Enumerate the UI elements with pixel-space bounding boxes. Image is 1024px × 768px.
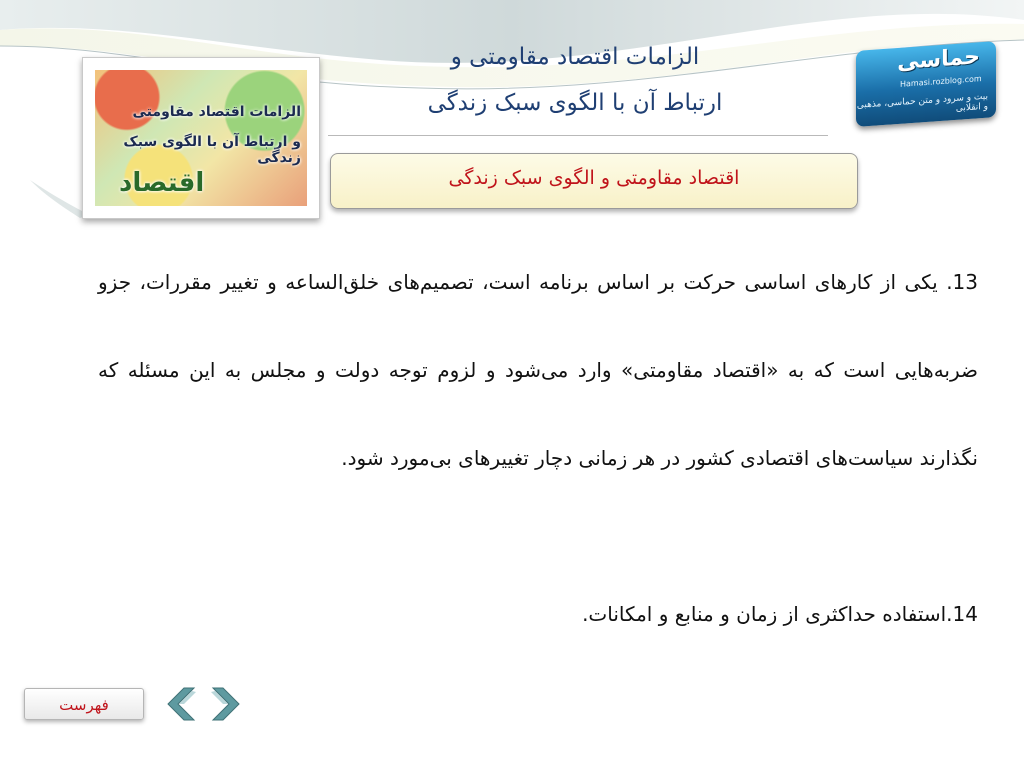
index-button[interactable]: فهرست bbox=[24, 688, 144, 720]
thumbnail-text-word: اقتصاد bbox=[119, 168, 205, 198]
paragraph-13: 13. یکی از کارهای اساسی حرکت بر اساس برنامه است، تصمیم‌های خلق‌الساعه و تغییر مقررات، جزو ضربه‌هایی است که به «اقتصاد مقاومتی» وارد می‌شود و لزوم توجه دولت و مجلس به این مسئله که نگذارند سیاست‌های اقتصادی کشور در هر زمانی دچار تغییرهای بی‌مورد شود. bbox=[98, 270, 978, 470]
title-divider bbox=[328, 135, 828, 136]
slide-subtitle: اقتصاد مقاومتی و الگوی سبک زندگی bbox=[448, 167, 740, 189]
paragraph-14: 14.استفاده حداکثری از زمان و منابع و امکانات. bbox=[582, 602, 978, 626]
slide-thumbnail-image bbox=[82, 57, 320, 219]
thumbnail-text-line1: الزامات اقتصاد مقاومتی bbox=[132, 104, 301, 120]
slide-title-line2: ارتباط آن با الگوی سبک زندگی bbox=[427, 90, 723, 116]
logo-url: Hamasi.rozblog.com bbox=[900, 74, 982, 89]
logo-word: حماسی bbox=[897, 44, 980, 76]
chevron-right-icon[interactable] bbox=[205, 686, 241, 722]
thumbnail-artwork bbox=[95, 70, 307, 206]
thumbnail-text-line2: و ارتباط آن با الگوی سبک زندگی bbox=[123, 134, 301, 166]
logo-motto: بیت و سرود و متن حماسی، مذهبی و انقلابی bbox=[856, 91, 988, 114]
chevron-left-icon[interactable] bbox=[166, 686, 202, 722]
subtitle-box bbox=[330, 153, 858, 209]
slide-title-line1: الزامات اقتصاد مقاومتی و bbox=[450, 44, 700, 70]
hamasi-logo bbox=[856, 41, 996, 127]
